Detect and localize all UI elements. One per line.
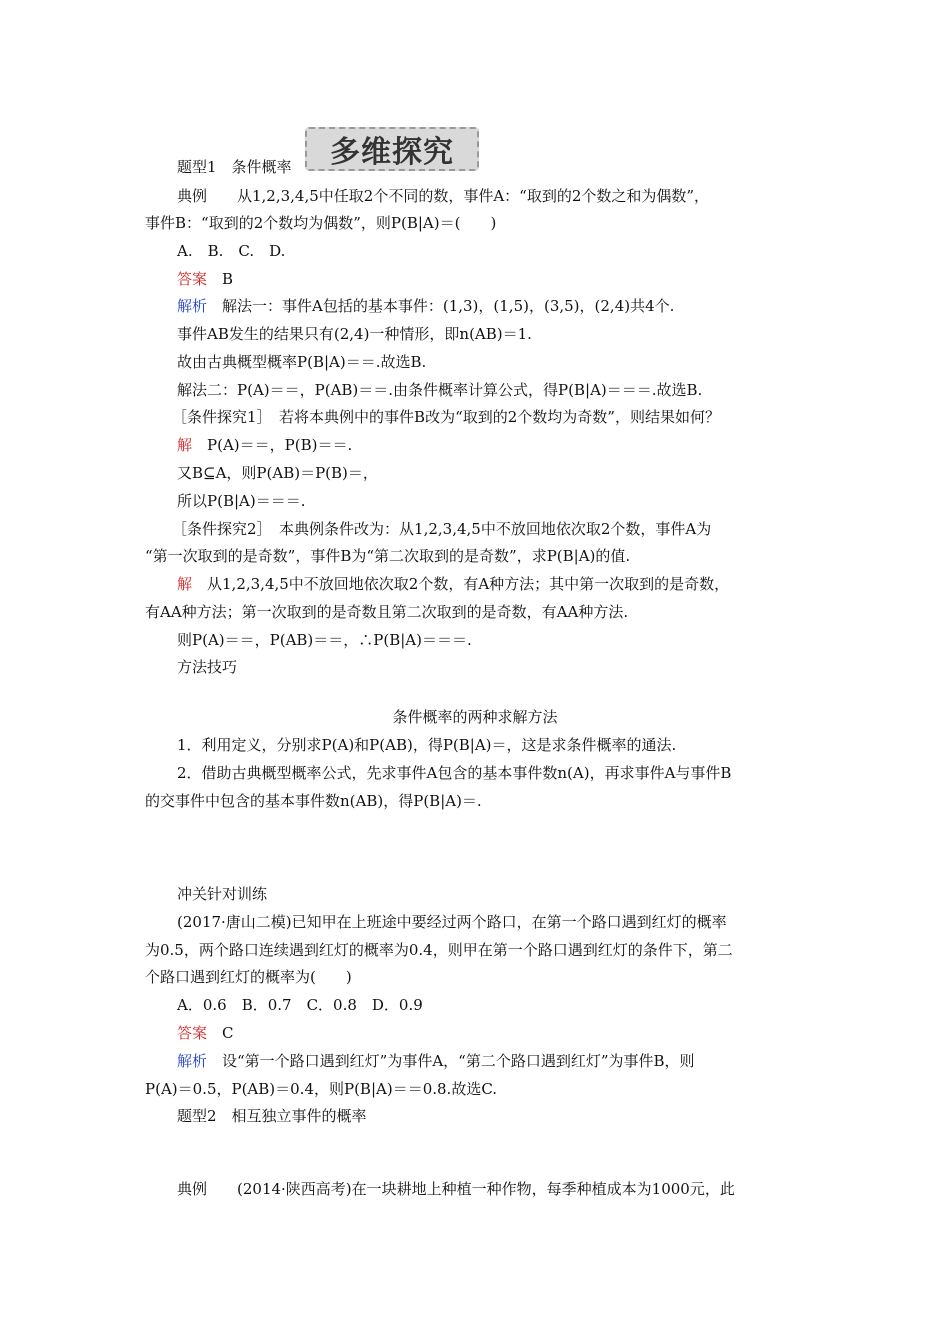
text-line: P(A)＝0.5，P(AB)＝0.4，则P(B|A)＝＝0.8.故选C. (145, 1080, 498, 1098)
heading-type2: 题型2 相互独立事件的概率 (177, 1107, 367, 1125)
practice-heading: 冲关针对训练 (177, 885, 268, 903)
answer-line (177, 269, 233, 289)
practice-line-1: (2017·唐山二模)已知甲在上班途中要经过两个路口，在第一个路口遇到红灯的概率 (177, 913, 727, 931)
example-line: 典例 (2014·陕西高考)在一块耕地上种植一种作物，每季种植成本为1000元，此 (177, 1180, 735, 1198)
example-line-2: 事件B：“取到的2个数均为偶数”，则P(B|A)＝( ) (145, 214, 497, 232)
practice-choices: A．0.6 B．0.7 C．0.8 D．0.9 (177, 996, 423, 1014)
analysis-line (177, 296, 674, 316)
analysis-text: 解法一：事件A包括的基本事件：(1,3)，(1,5)，(3,5)，(2,4)共4个. (207, 297, 675, 315)
section-banner: 多维探究 (305, 127, 479, 171)
choices: A. B. C. D. (177, 242, 286, 260)
analysis-label: 解析 (177, 1052, 208, 1070)
text-line: 解法二：P(A)＝＝，P(AB)＝＝.由条件概率计算公式，得P(B|A)＝＝＝.故选B. (177, 381, 703, 399)
solution-label: 解 (177, 436, 193, 454)
method-heading: 方法技巧 (177, 658, 238, 676)
text-line: 事件AB发生的结果只有(2,4)一种情形，即n(AB)＝1. (177, 325, 532, 343)
text-line: 又B⊆A，则P(AB)＝P(B)＝， (177, 464, 378, 482)
answer-value: C (207, 1024, 234, 1042)
heading-type1: 题型1 条件概率 (177, 158, 292, 176)
solution-text: 从1,2,3,4,5中不放回地依次取2个数，有A种方法；其中第一次取到的是奇数， (192, 575, 730, 593)
method-item-1: 1．利用定义，分别求P(A)和P(AB)，得P(B|A)＝，这是求条件概率的通法. (177, 736, 677, 754)
analysis-line (177, 1051, 695, 1071)
text-line: 有AA种方法；第一次取到的是奇数且第二次取到的是奇数，有AA种方法. (145, 603, 629, 621)
method-item-2: 2．借助古典概型概率公式，先求事件A包含的基本事件数n(A)，再求事件A与事件B (177, 764, 732, 782)
text-line: 则P(A)＝＝，P(AB)＝＝，∴P(B|A)＝＝＝. (177, 631, 472, 649)
practice-line-3: 个路口遇到红灯的概率为( ) (145, 968, 352, 986)
answer-label: 答案 (177, 1024, 208, 1042)
text-line: 故由古典概型概率P(B|A)＝＝.故选B. (177, 353, 427, 371)
variant-1: ［条件探究1］ 若将本典例中的事件B改为“取到的2个数均为奇数”，则结果如何？ (172, 408, 720, 426)
text-line: 所以P(B|A)＝＝＝. (177, 492, 306, 510)
analysis-label: 解析 (177, 297, 208, 315)
text-line: 的交事件中包含的基本事件数n(AB)，得P(B|A)＝. (145, 792, 482, 810)
solution-line (177, 435, 352, 455)
solution-line (177, 574, 729, 594)
answer-line (177, 1023, 234, 1043)
solution-label: 解 (177, 575, 193, 593)
method-title: 条件概率的两种求解方法 (392, 708, 558, 726)
answer-label: 答案 (177, 270, 208, 288)
practice-line-2: 为0.5，两个路口连续遇到红灯的概率为0.4，则甲在第一个路口遇到红灯的条件下，第二 (145, 941, 733, 959)
analysis-text: 设“第一个路口遇到红灯”为事件A，“第二个路口遇到红灯”为事件B，则 (207, 1052, 695, 1070)
solution-text: P(A)＝＝，P(B)＝＝. (192, 436, 353, 454)
text-line: “第一次取到的是奇数”，事件B为“第二次取到的是奇数”，求P(B|A)的值. (145, 547, 631, 565)
variant-2: ［条件探究2］ 本典例条件改为：从1,2,3,4,5中不放回地依次取2个数，事件A为 (172, 520, 712, 538)
example-line-1: 典例 从1,2,3,4,5中任取2个不同的数，事件A：“取到的2个数之和为偶数”， (177, 187, 710, 205)
answer-value: B (207, 270, 234, 288)
